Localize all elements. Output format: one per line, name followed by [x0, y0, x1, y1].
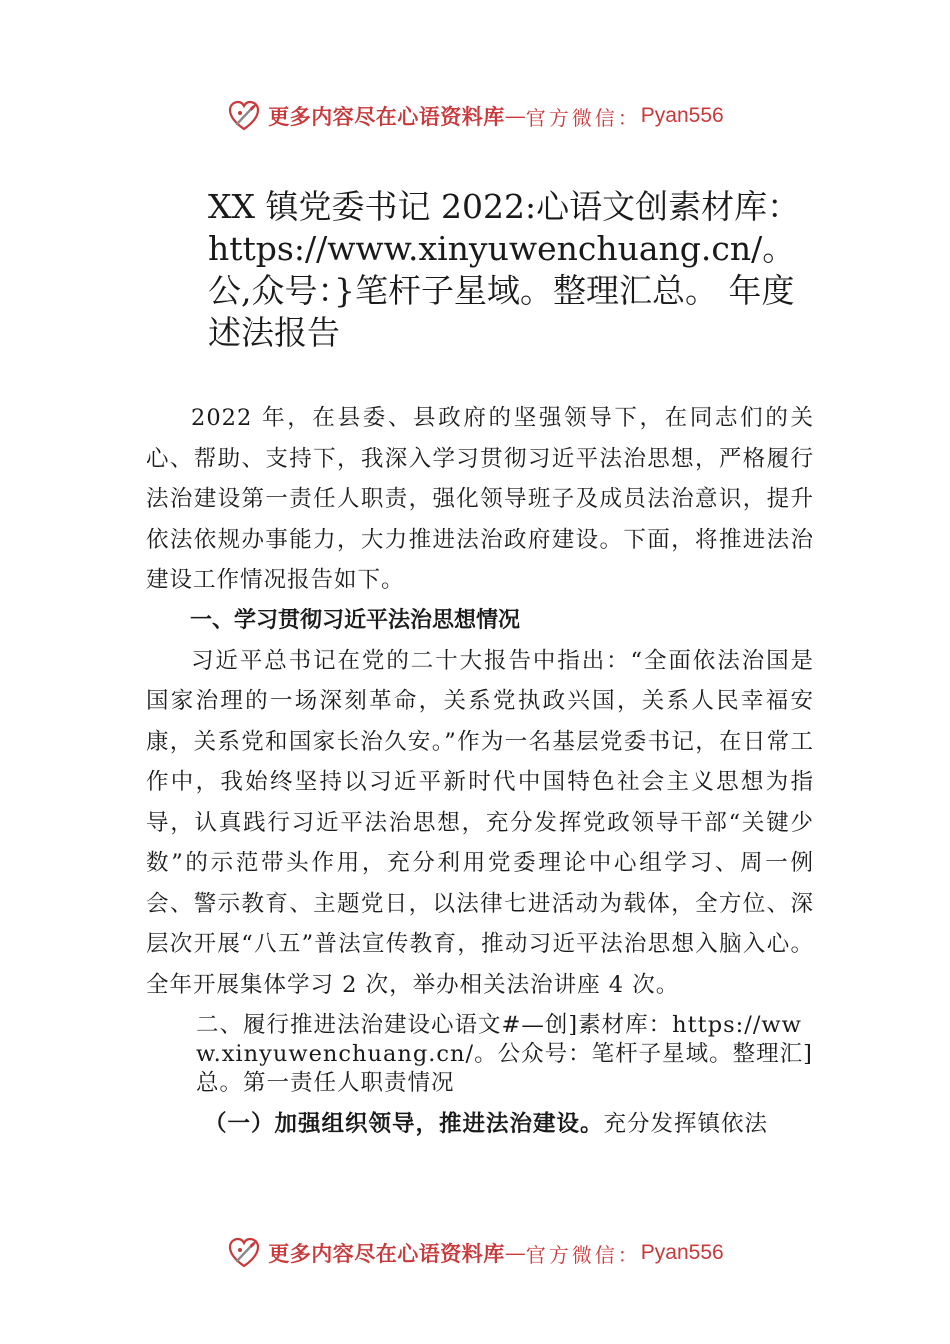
header-watermark [0, 94, 950, 138]
watermark-brand: 更多内容尽在心语资料库 [268, 104, 505, 129]
watermark-label: 官方微信： [525, 1242, 641, 1267]
watermark-brand: 更多内容尽在心语资料库 [268, 1241, 505, 1266]
footer-watermark [0, 1231, 950, 1275]
intro-paragraph: 2022 年，在县委、县政府的坚强领导下，在同志们的关心、帮助、支持下，我深入学习贯彻习近平法治思想，严格履行法治建设第一责任人职责，强化领导班子及成员法治意识，提升依法依规办事能力，大力推进法治政府建设。下面，将推进法治建设工作情况报告如下。 [146, 405, 814, 593]
watermark-handle: Pyan556 [640, 1241, 724, 1264]
watermark-separator: — [504, 104, 526, 128]
watermark-label: 官方微信： [525, 105, 641, 130]
document-body [146, 398, 814, 1145]
quill-heart-icon [226, 1235, 262, 1271]
subsection-1 [146, 1104, 814, 1145]
watermark-handle: Pyan556 [640, 104, 724, 127]
subsection-1-lead: （一）加强组织领导，推进法治建设。 [204, 1111, 604, 1137]
document-title: XX 镇党委书记 2022:心语文创素材库：https://www.xinyuwenchuang.cn/。公,众号：}笔杆子星域。整理汇总。 年度述法报告 [208, 187, 801, 352]
subsection-1-text: 充分发挥镇依法 [603, 1111, 769, 1137]
section-2-heading: 二、履行推进法治建设心语文#—创]素材库：https://www.xinyuwenchuang.cn/。公众号：笔杆子星域。整理汇]总。第一责任人职责情况 [196, 1012, 813, 1096]
section-1-heading: 一、学习贯彻习近平法治思想情况 [190, 607, 521, 633]
quill-heart-icon [226, 98, 262, 134]
watermark-separator: — [504, 1241, 526, 1265]
section-1-paragraph: 习近平总书记在党的二十大报告中指出：“全面依法治国是国家治理的一场深刻革命，关系党执政兴国，关系人民幸福安康，关系党和国家长治久安。”作为一名基层党委书记，在日常工作中，我始终坚持以习近平新时代中国特色社会主义思想为指导，认真践行习近平法治思想，充分发挥党政领导干部“关键少数”的示范带头作用，充分利用党委理论中心组学习、周一例会、警示教育、主题党日，以法律七进活动为载体，全方位、深层次开展“八五”普法宣传教育，推动习近平法治思想入脑入心。全年开展集体学习 2 次，举办相关法治讲座 4 次。 [146, 647, 814, 998]
